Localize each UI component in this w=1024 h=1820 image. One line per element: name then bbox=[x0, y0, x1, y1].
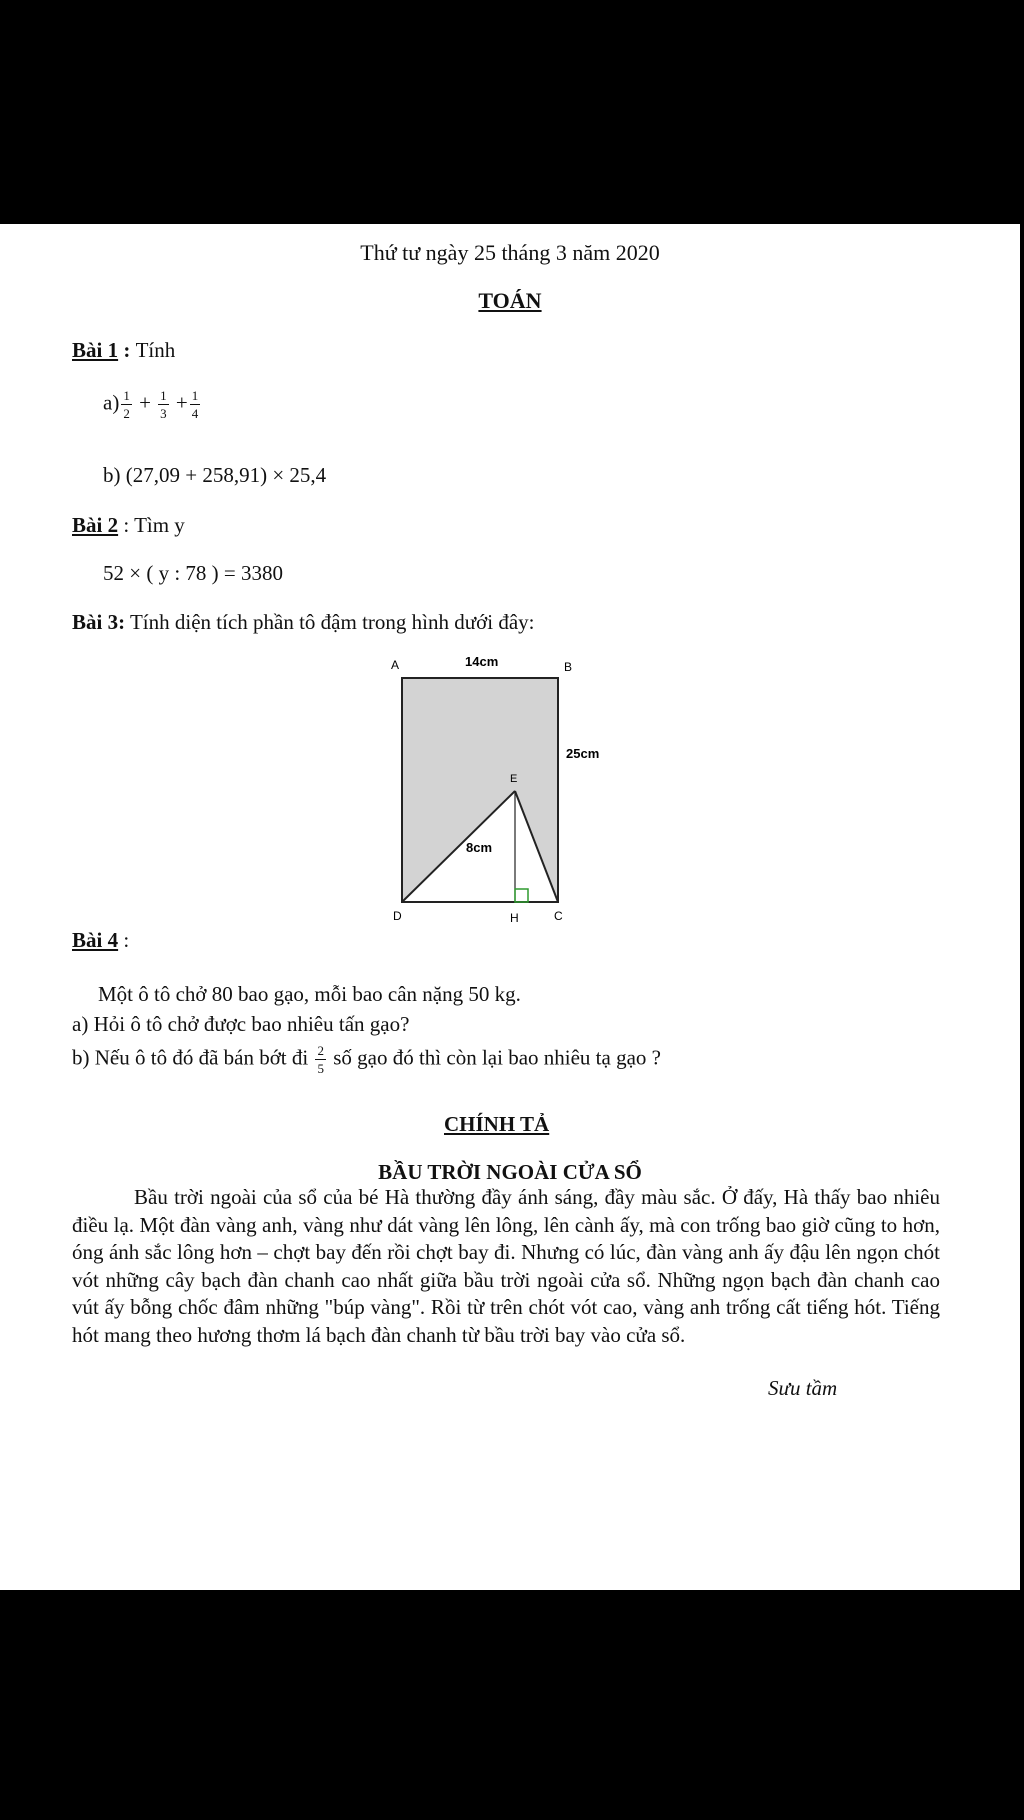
label-b: B bbox=[564, 660, 573, 674]
frac-den: 3 bbox=[160, 406, 167, 421]
bai3-heading bbox=[72, 610, 534, 635]
passage-text: Bầu trời ngoài của sổ của bé Hà thường đầy ánh sáng, đầy màu sắc. Ở đấy, Hà thấy bao nhiêu điều lạ. Một đàn vàng anh, vàng như dát vàng lên lông, lên cành ấy, mà con trống bao giờ cũng to hơn, óng ánh sắc lông hơn – chợt bay đến rồi chợt bay đi. Nhưng có lúc, đàn vàng anh ấy đậu lên ngọn chót vót những cây bạch đàn chanh cao nhất giữa bầu trời ngoài cửa sổ. Những ngọn bạch đàn chanh cao vút ấy bỗng chốc đâm những "búp vàng". Rồi từ trên chót vót cao, vàng anh trống cất tiếng hót. Tiếng hót mang theo hương thơm lá bạch đàn chanh từ bầu trời bay vào cửa sổ. bbox=[72, 1185, 940, 1347]
passage-body bbox=[72, 1184, 940, 1349]
label-a: A bbox=[391, 658, 400, 672]
frac-den: 2 bbox=[123, 406, 130, 421]
bai4-b-before: b) Nếu ô tô đó đã bán bớt đi bbox=[72, 1045, 309, 1070]
document-page bbox=[0, 224, 1020, 1590]
frac-num: 1 bbox=[191, 388, 199, 403]
bai2-title: Tìm y bbox=[134, 513, 185, 537]
bai2-label: Bài 2 bbox=[72, 513, 119, 537]
bai2-equation: 52 × ( y : 78 ) = 3380 bbox=[103, 561, 284, 585]
bai3-title: Tính diện tích phần tô đậm trong hình dưới đây: bbox=[129, 610, 535, 634]
frac-num: 2 bbox=[317, 1043, 324, 1058]
passage-title: BẦU TRỜI NGOÀI CỬA SỔ bbox=[378, 1160, 642, 1184]
bai1-heading bbox=[72, 338, 175, 363]
geometry-figure bbox=[380, 642, 630, 952]
frac-num: 1 bbox=[123, 388, 130, 403]
bai1-title: Tính bbox=[135, 338, 176, 362]
bai4-separator: : bbox=[118, 928, 130, 952]
frac-num: 1 bbox=[160, 388, 167, 403]
bai3-label: Bài 3: bbox=[72, 610, 126, 634]
bai4-intro: Một ô tô chở 80 bao gạo, mỗi bao cân nặng 50 kg. bbox=[98, 982, 521, 1006]
bai1-separator: : bbox=[118, 338, 136, 362]
fraction-two-fifths bbox=[315, 1042, 326, 1077]
bai2-heading bbox=[72, 513, 185, 538]
bai1-a-prefix: a) bbox=[103, 390, 120, 415]
bai1-b-expression: b) (27,09 + 258,91) × 25,4 bbox=[103, 463, 327, 487]
fraction-one-half bbox=[121, 387, 132, 422]
bai1-a-expression bbox=[103, 387, 202, 422]
frac-den: 5 bbox=[317, 1061, 324, 1076]
label-e: E bbox=[510, 773, 518, 785]
label-h: H bbox=[510, 911, 519, 925]
right-angle-mark bbox=[515, 889, 528, 902]
shaded-region bbox=[402, 678, 558, 902]
fraction-one-third bbox=[158, 387, 169, 422]
plus-sign: + bbox=[139, 390, 151, 415]
source-note: Sưu tầm bbox=[768, 1376, 838, 1400]
label-c: C bbox=[554, 909, 563, 923]
bai4-question-a: a) Hỏi ô tô chở được bao nhiêu tấn gạo? bbox=[72, 1012, 410, 1036]
height-length-label: 8cm bbox=[466, 840, 493, 855]
plus-sign: + bbox=[175, 390, 188, 415]
subject-math-label: TOÁN bbox=[478, 288, 542, 313]
bai4-question-b bbox=[72, 1042, 661, 1077]
bai4-heading bbox=[72, 928, 129, 953]
subject-math-heading bbox=[0, 288, 1020, 314]
fraction-one-quarter bbox=[190, 387, 201, 422]
chinh-ta-label: CHÍNH TẢ bbox=[444, 1112, 550, 1136]
frac-den: 4 bbox=[191, 406, 199, 421]
bai4-label: Bài 4 bbox=[72, 928, 119, 952]
label-d: D bbox=[393, 909, 402, 923]
chinh-ta-heading bbox=[444, 1112, 549, 1137]
top-length-label: 14cm bbox=[465, 654, 499, 669]
bai1-label: Bài 1 bbox=[72, 338, 119, 362]
side-length-label: 25cm bbox=[566, 746, 600, 761]
bai4-b-after: số gạo đó thì còn lại bao nhiêu tạ gạo ? bbox=[333, 1045, 661, 1070]
date-line: Thứ tư ngày 25 tháng 3 năm 2020 bbox=[360, 240, 660, 265]
bai2-separator: : bbox=[118, 513, 135, 537]
